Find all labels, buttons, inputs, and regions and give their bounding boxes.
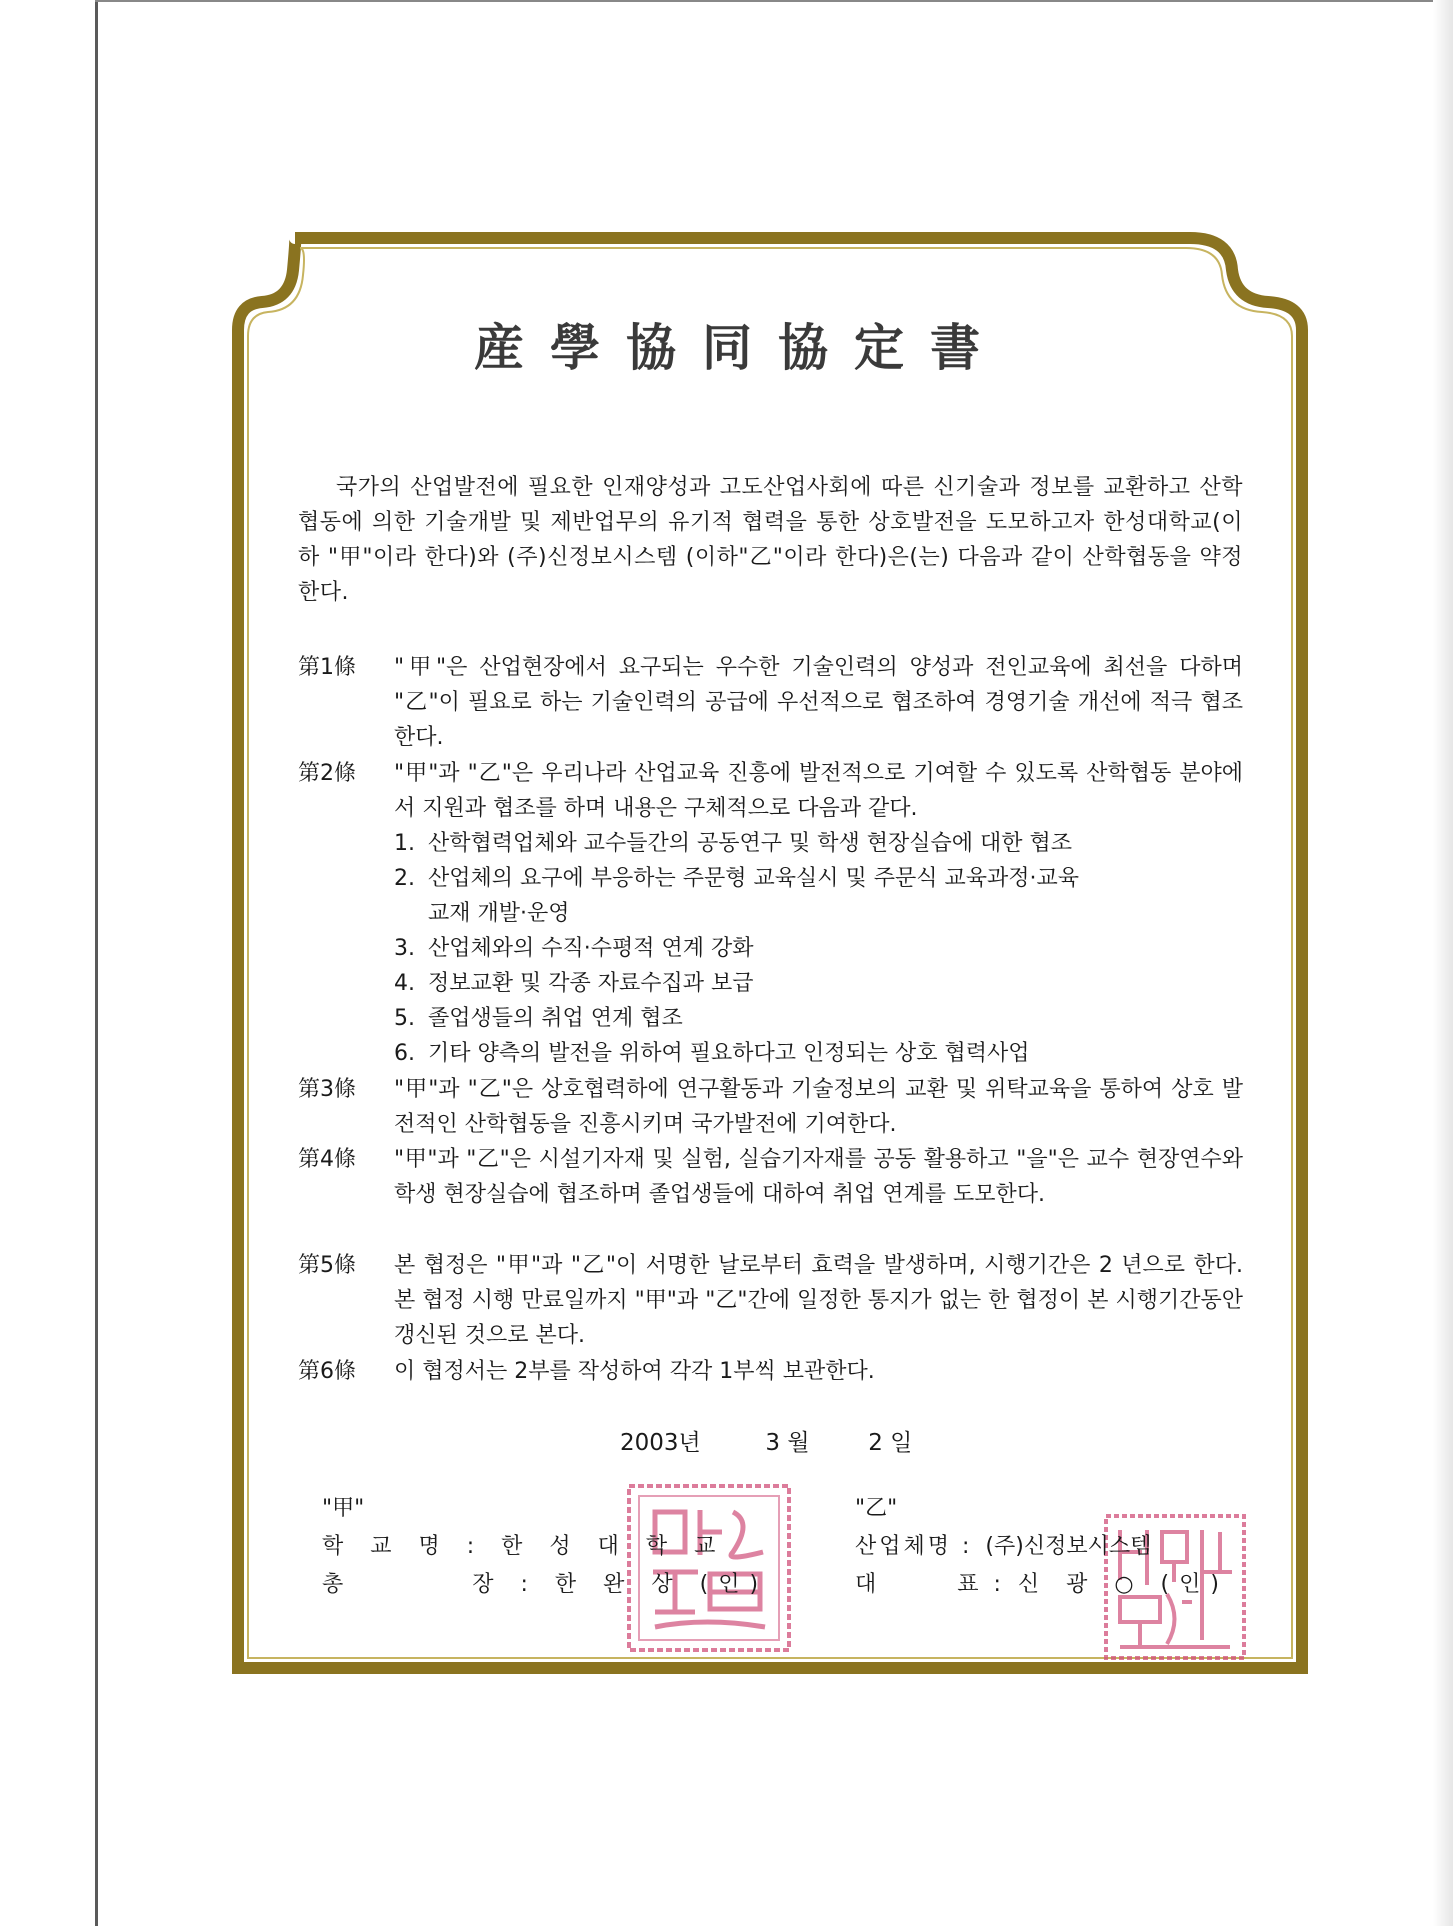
article-number: 第6條 [298, 1359, 356, 1384]
article-text: "甲"과 "乙"은 우리나라 산업교육 진흥에 발전적으로 기여할 수 있도록 산학협동 분야에서 지원과 협조를 하며 내용은 구체적으로 다음과 같다. [394, 761, 1243, 821]
party-a-rep-value: 한 완 상 (인) [554, 1572, 769, 1597]
article-number: 第3條 [298, 1077, 356, 1102]
party-b-rep-value: 신 광 ○ (인) [1017, 1572, 1229, 1597]
party-b-signature [855, 1490, 1229, 1604]
party-a-signature [322, 1490, 768, 1604]
item-text: 기타 양측의 발전을 위하여 필요하다고 인정되는 상호 협력사업 [428, 1041, 1030, 1066]
document-title: 産學協同協定書 [474, 318, 1006, 377]
party-a-name-label: 학 교 명 : [322, 1534, 485, 1559]
party-b-tag: "乙" [855, 1496, 898, 1521]
article-5 [298, 1248, 1243, 1353]
article-number: 第5條 [298, 1253, 356, 1278]
article-4 [298, 1142, 1243, 1212]
party-a-tag: "甲" [322, 1496, 365, 1521]
article-number: 第4條 [298, 1147, 356, 1172]
item-number: 1. [394, 831, 415, 856]
item-number: 2. [394, 866, 415, 891]
list-item [394, 861, 1243, 896]
item-number: 4. [394, 971, 415, 996]
date-month: 3 월 [765, 1430, 810, 1456]
date-day: 2 일 [868, 1430, 913, 1456]
date-year: 2003년 [620, 1430, 701, 1456]
article-text: "甲"과 "乙"은 시설기자재 및 실험, 실습기자재를 공동 활용하고 "을"은 교수 현장연수와 학생 현장실습에 협조하며 졸업생들에 대하여 취업 연계를 도모한다. [394, 1147, 1243, 1207]
list-item [394, 931, 1243, 966]
party-b-name-label: 산업체명 : [855, 1534, 973, 1559]
item-text: 졸업생들의 취업 연계 협조 [428, 1006, 683, 1031]
article-3 [298, 1072, 1243, 1142]
party-a-name-value: 한 성 대 학 교 [501, 1534, 726, 1559]
article-6 [298, 1354, 1243, 1389]
article-text: 본 협정은 "甲"과 "乙"이 서명한 날로부터 효력을 발생하며, 시행기간은 2 년으로 한다. 본 협정 시행 만료일까지 "甲"과 "乙"간에 일정한 통지가 없는 한 협정이 본 시행기간동안 갱신된 것으로 본다. [394, 1253, 1243, 1348]
item-text: 산학협력업체와 교수들간의 공동연구 및 학생 현장실습에 대한 협조 [428, 831, 1073, 856]
article-number: 第1條 [298, 655, 356, 680]
party-b-rep-row [855, 1566, 1229, 1604]
item-number: 3. [394, 936, 415, 961]
list-item-continuation: 교재 개발·운영 [428, 901, 570, 926]
article-2-items [394, 826, 1243, 1071]
party-b-name-row [855, 1528, 1229, 1566]
list-item [394, 966, 1243, 1001]
article-text: "甲"과 "乙"은 상호협력하에 연구활동과 기술정보의 교환 및 위탁교육을 통하여 상호 발전적인 산학협동을 진흥시키며 국가발전에 기여한다. [394, 1077, 1243, 1137]
signing-date [620, 1424, 912, 1457]
item-text: 산업체의 요구에 부응하는 주문형 교육실시 및 주문식 교육과정·교육 [428, 866, 1080, 891]
item-number: 5. [394, 1006, 415, 1031]
article-text: 이 협정서는 2부를 작성하여 각각 1부씩 보관한다. [394, 1359, 875, 1384]
item-number: 6. [394, 1041, 415, 1066]
preamble-paragraph: 국가의 산업발전에 필요한 인재양성과 고도산업사회에 따른 신기술과 정보를 교환하고 산학협동에 의한 기술개발 및 제반업무의 유기적 협력을 통한 상호발전을 도모하고자 한성대학교(이하 "甲"이라 한다)와 (주)신정보시스템 (이하"乙"이라 한다)은(는) 다음과 같이 산학협동을 약정한다. [298, 475, 1243, 605]
list-item [394, 826, 1243, 861]
party-a-name-row [322, 1528, 768, 1566]
party-a-rep-row [322, 1566, 768, 1604]
article-number: 第2條 [298, 761, 356, 786]
article-1 [298, 650, 1243, 755]
article-text: "甲"은 산업현장에서 요구되는 우수한 기술인력의 양성과 전인교육에 최선을 다하며 "乙"이 필요로 하는 기술인력의 공급에 우선적으로 협조하여 경영기술 개선에 적극 협조한다. [394, 655, 1243, 750]
list-item [394, 1036, 1243, 1071]
item-text: 산업체와의 수직·수평적 연계 강화 [428, 936, 754, 961]
party-b-name-value: (주)신정보시스템 [985, 1534, 1152, 1559]
party-a-rep-label: 총 장 : [322, 1572, 538, 1597]
party-b-rep-label: 대 표 : [855, 1572, 1005, 1597]
list-item [394, 1001, 1243, 1036]
article-2 [298, 756, 1243, 1071]
item-text: 정보교환 및 각종 자료수집과 보급 [428, 971, 754, 996]
